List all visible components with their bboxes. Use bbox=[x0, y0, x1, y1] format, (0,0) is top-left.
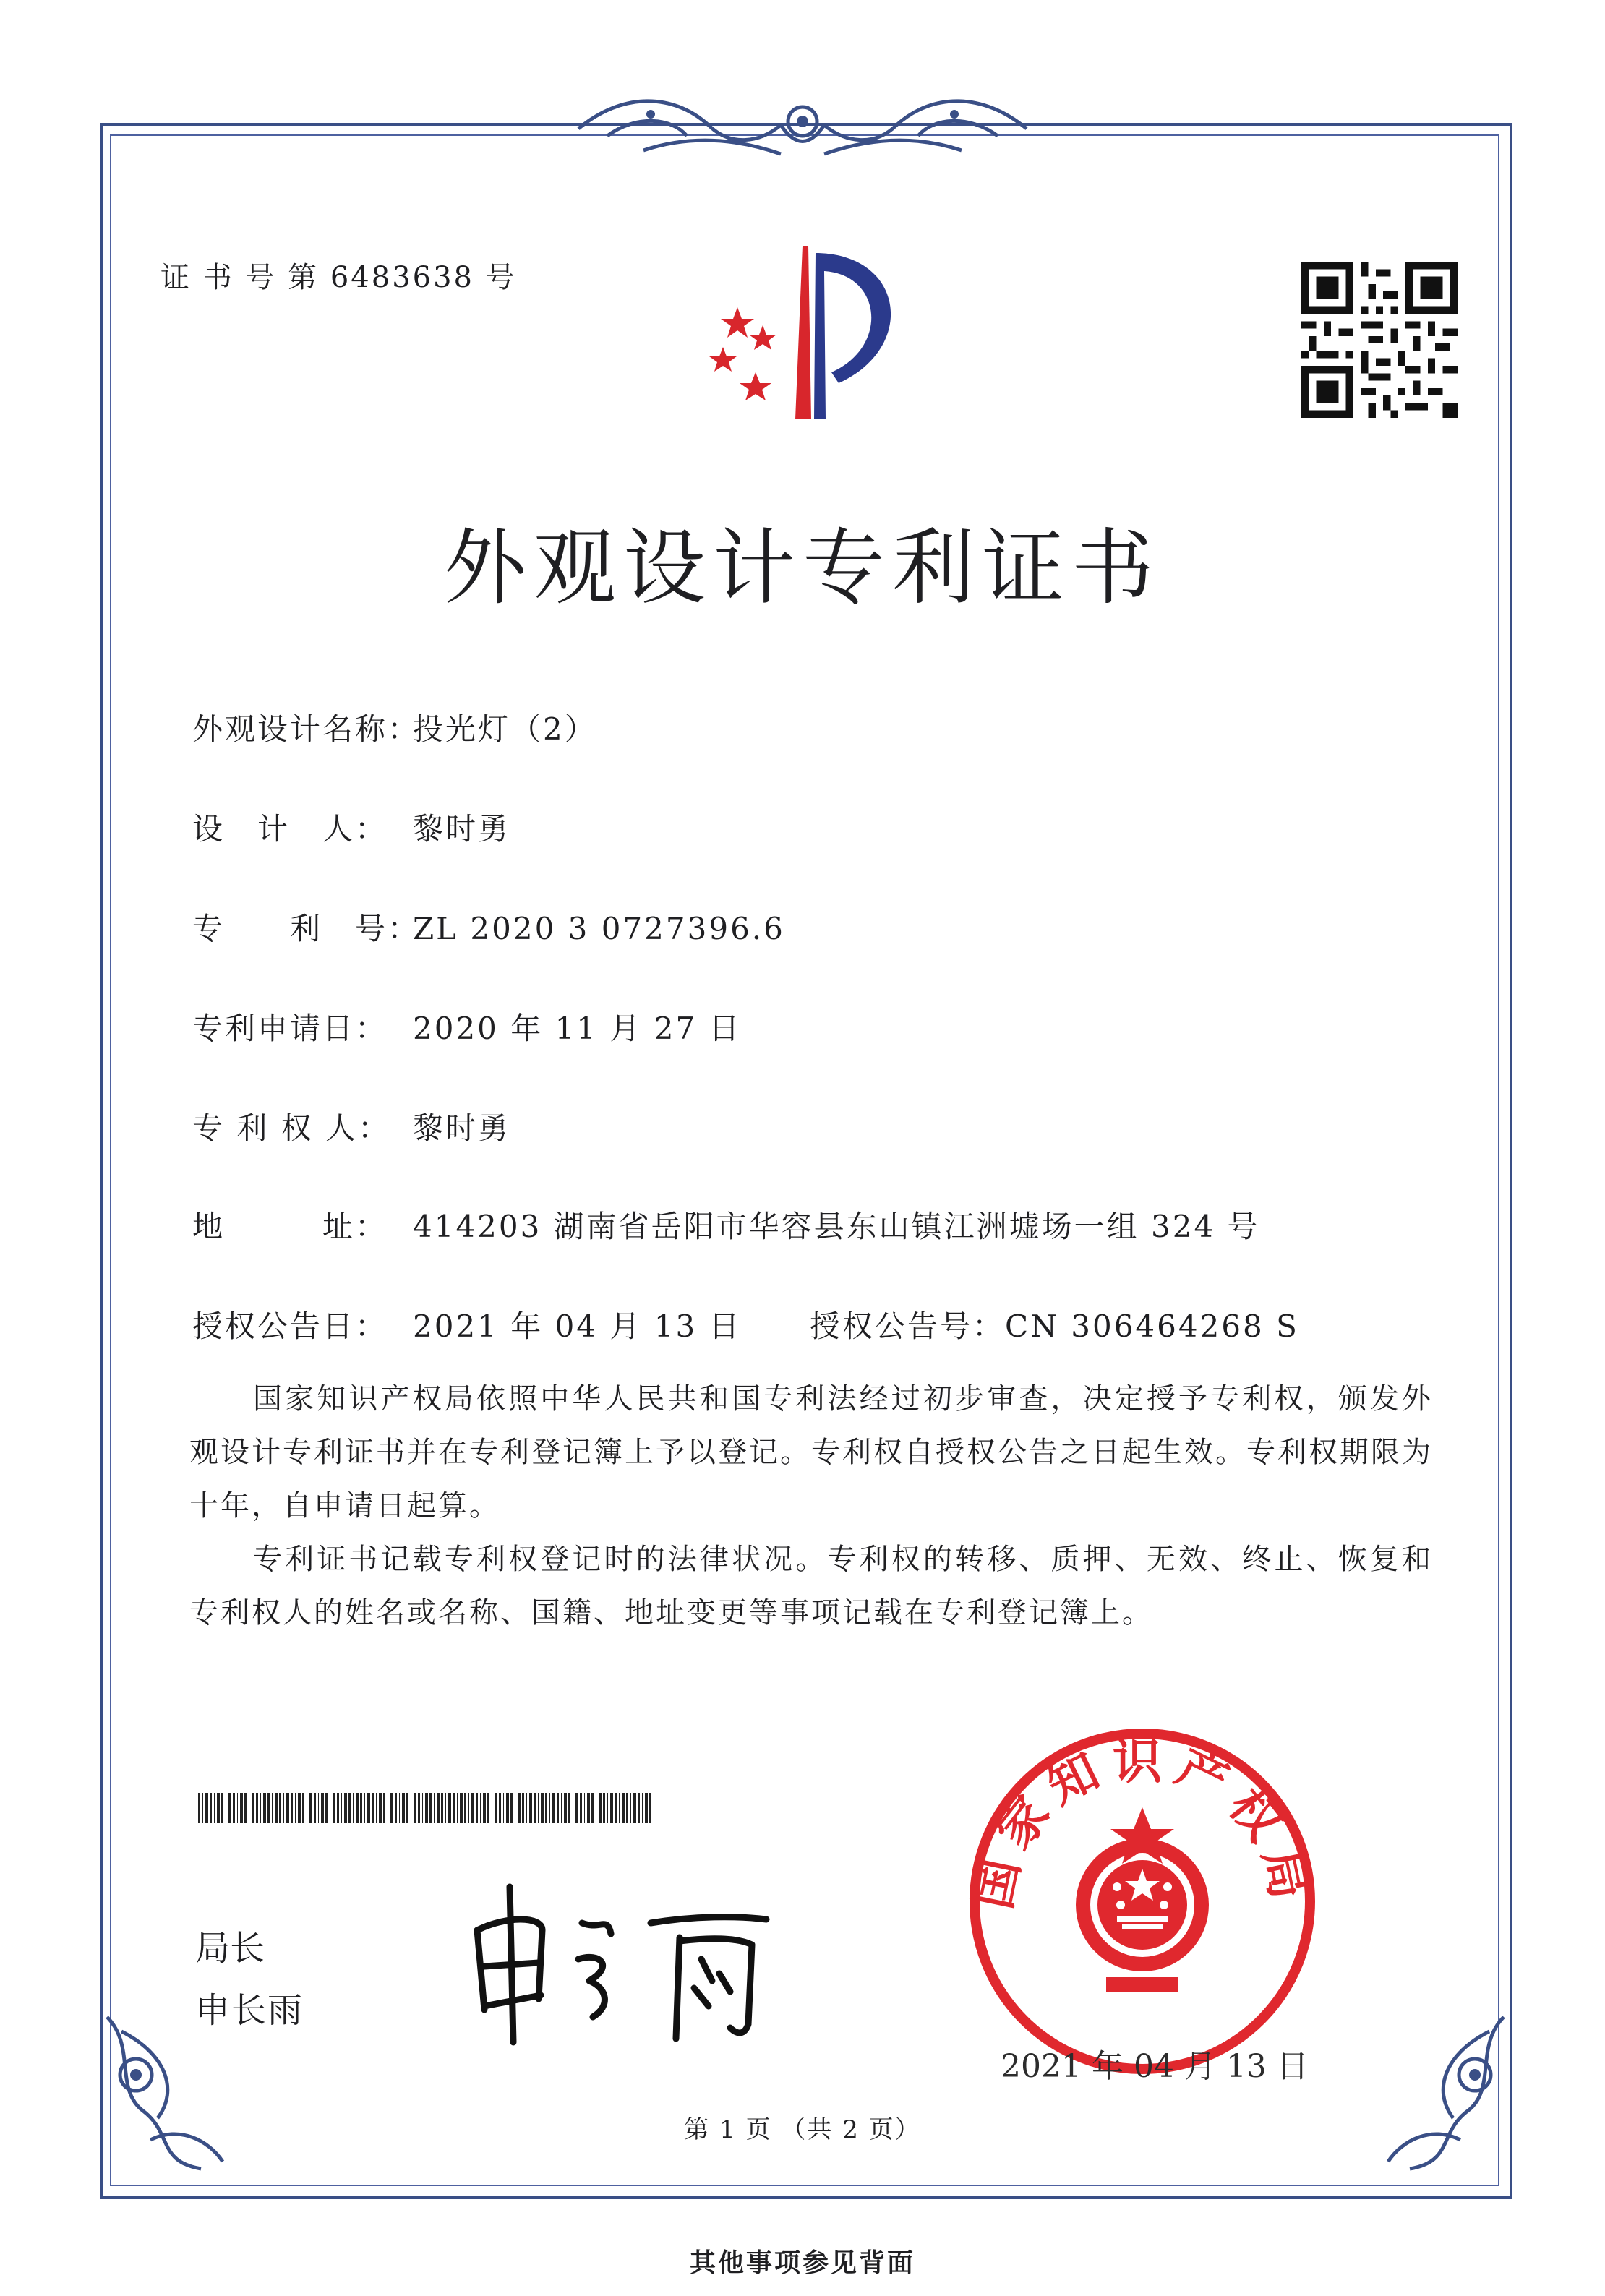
grant-date-value: 2021 年 04 月 13 日 bbox=[413, 1308, 742, 1344]
design-name-label: 外观设计名称： bbox=[192, 711, 421, 747]
bottom-right-ornament bbox=[1374, 2002, 1518, 2176]
director-name: 申长雨 bbox=[195, 1990, 304, 2031]
seal-date: 2021 年 04 月 13 日 bbox=[1001, 2048, 1309, 2085]
grant-no-label: 授权公告号： bbox=[810, 1308, 1006, 1344]
field-patentee bbox=[192, 1105, 510, 1148]
page-indicator: 第 1 页 （共 2 页） bbox=[684, 2115, 921, 2144]
filing-date-value: 2020 年 11 月 27 日 bbox=[413, 1011, 742, 1046]
back-note: 其他事项参见背面 bbox=[689, 2248, 915, 2278]
design-name-value: 投光灯（2） bbox=[413, 711, 597, 747]
grant-no-value: CN 306464268 S bbox=[1005, 1308, 1299, 1344]
paragraph-legal-status: 专利证书记载专利权登记时的法律状况。专利权的转移、质押、无效、终止、恢复和专利权人的姓名或名称、国籍、地址变更等事项记载在专利登记簿上。 bbox=[189, 1543, 1433, 1629]
filing-date-label: 专利申请日： bbox=[192, 1011, 388, 1046]
designer-value: 黎时勇 bbox=[413, 811, 511, 847]
patentee-value: 黎时勇 bbox=[413, 1110, 511, 1146]
field-address bbox=[192, 1203, 1260, 1246]
patent-no-value: ZL 2020 3 0727396.6 bbox=[413, 911, 785, 946]
field-design-name bbox=[192, 706, 597, 749]
paragraph-grant-statement: 国家知识产权局依照中华人民共和国专利法经过初步审查，决定授予专利权，颁发外观设计专利证书并在专利登记簿上予以登记。专利权自授权公告之日起生效。专利权期限为十年，自申请日起算。 bbox=[189, 1382, 1433, 1522]
address-label: 地 址： bbox=[192, 1209, 388, 1244]
patentee-label: 专 利 权 人： bbox=[192, 1110, 391, 1146]
patent-no-label: 专 利 号： bbox=[192, 911, 421, 946]
field-grant-no bbox=[810, 1303, 1299, 1346]
field-filing-date bbox=[192, 1005, 742, 1048]
grant-date-label: 授权公告日： bbox=[192, 1308, 388, 1344]
field-grant-date bbox=[192, 1303, 742, 1346]
barcode bbox=[198, 1793, 651, 1823]
director-title: 局长 bbox=[195, 1928, 265, 1969]
patent-office-logo bbox=[687, 239, 947, 441]
qr-code bbox=[1301, 262, 1458, 418]
document-title: 外观设计专利证书 bbox=[443, 520, 1161, 616]
director-signature bbox=[463, 1872, 824, 2053]
official-seal bbox=[962, 1721, 1323, 2082]
field-designer bbox=[192, 805, 510, 849]
certificate-number: 证 书 号 第 6483638 号 bbox=[160, 261, 517, 294]
address-value: 414203 湖南省岳阳市华容县东山镇江洲墟场一组 324 号 bbox=[413, 1209, 1260, 1244]
seal-text: 国家知识产权局 bbox=[964, 1734, 1320, 1914]
field-patent-no bbox=[192, 905, 785, 948]
top-ornament bbox=[564, 85, 1041, 165]
designer-label: 设 计 人： bbox=[192, 811, 388, 847]
